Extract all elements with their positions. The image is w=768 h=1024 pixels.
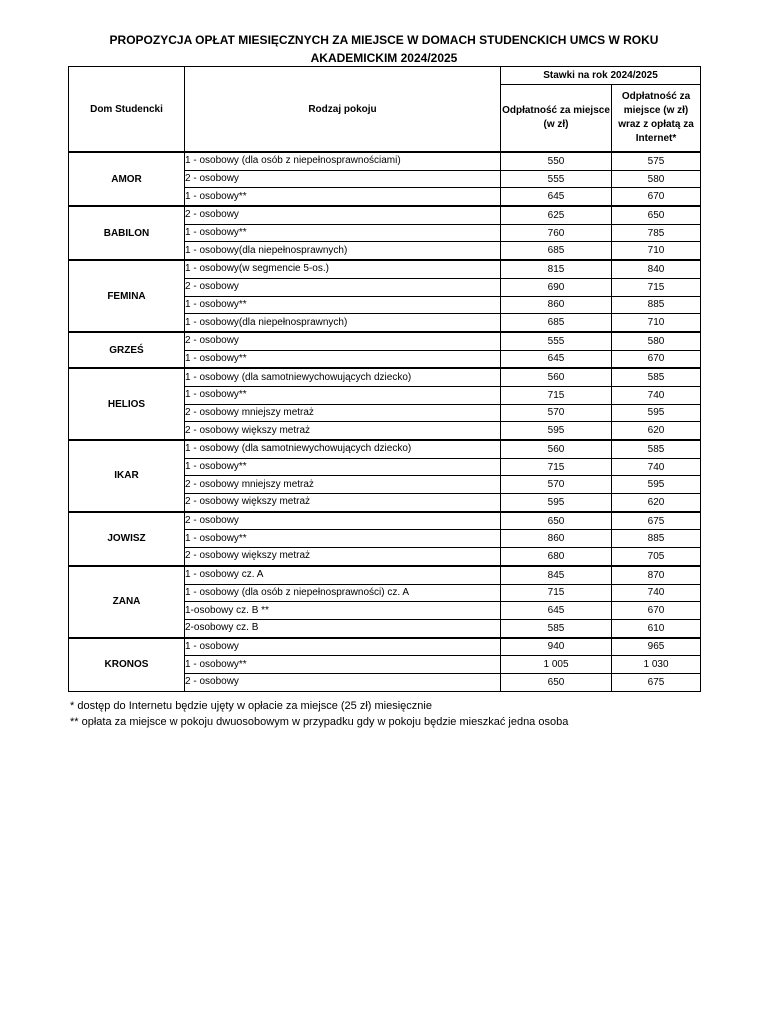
fee-cell: 645 xyxy=(501,188,612,206)
fee-cell: 650 xyxy=(501,673,612,691)
fee-with-internet-cell: 785 xyxy=(612,224,701,242)
footnotes xyxy=(70,698,710,730)
dorm-name: JOWISZ xyxy=(69,512,185,566)
fee-cell: 1 005 xyxy=(501,656,612,674)
header-rates: Stawki na rok 2024/2025 xyxy=(501,67,701,85)
fee-with-internet-cell: 675 xyxy=(612,512,701,530)
table-row xyxy=(69,440,701,458)
room-type-cell: 1 - osobowy** xyxy=(185,656,501,674)
dorm-name: FEMINA xyxy=(69,260,185,332)
fee-cell: 760 xyxy=(501,224,612,242)
room-type-cell: 1 - osobowy (dla osób z niepełnosprawności) cz. A xyxy=(185,584,501,602)
table-row xyxy=(69,332,701,350)
fee-with-internet-cell: 670 xyxy=(612,188,701,206)
fee-cell: 645 xyxy=(501,350,612,368)
fee-with-internet-cell: 670 xyxy=(612,602,701,620)
table-row xyxy=(69,512,701,530)
room-type-cell: 1 - osobowy (dla osób z niepełnosprawnościami) xyxy=(185,152,501,170)
fee-cell: 645 xyxy=(501,602,612,620)
fee-cell: 690 xyxy=(501,278,612,296)
fee-with-internet-cell: 965 xyxy=(612,638,701,656)
table-row xyxy=(69,566,701,584)
fee-cell: 585 xyxy=(501,619,612,637)
fee-with-internet-cell: 580 xyxy=(612,332,701,350)
fee-with-internet-cell: 885 xyxy=(612,296,701,314)
header-fee: Odpłatność za miejsce (w zł) xyxy=(501,85,612,153)
room-type-cell: 1 - osobowy(w segmencie 5-os.) xyxy=(185,260,501,278)
header-room-type: Rodzaj pokoju xyxy=(185,67,501,153)
fee-cell: 570 xyxy=(501,476,612,494)
title-line-2: AKADEMICKIM 2024/2025 xyxy=(310,51,458,65)
fee-cell: 555 xyxy=(501,170,612,188)
fee-cell: 685 xyxy=(501,242,612,260)
dorm-name: ZANA xyxy=(69,566,185,638)
fee-cell: 570 xyxy=(501,404,612,422)
fee-with-internet-cell: 585 xyxy=(612,440,701,458)
fee-with-internet-cell: 670 xyxy=(612,350,701,368)
fee-cell: 860 xyxy=(501,530,612,548)
fee-cell: 940 xyxy=(501,638,612,656)
fee-with-internet-cell: 705 xyxy=(612,548,701,566)
fee-cell: 560 xyxy=(501,440,612,458)
fee-cell: 555 xyxy=(501,332,612,350)
room-type-cell: 2 - osobowy xyxy=(185,170,501,188)
room-type-cell: 2 - osobowy xyxy=(185,332,501,350)
fee-with-internet-cell: 675 xyxy=(612,673,701,691)
room-type-cell: 1 - osobowy (dla samotniewychowujących dziecko) xyxy=(185,368,501,386)
fee-with-internet-cell: 710 xyxy=(612,314,701,332)
fee-with-internet-cell: 715 xyxy=(612,278,701,296)
fee-with-internet-cell: 740 xyxy=(612,584,701,602)
header-dorm: Dom Studencki xyxy=(69,67,185,153)
fee-cell: 815 xyxy=(501,260,612,278)
dorm-name: GRZEŚ xyxy=(69,332,185,368)
room-type-cell: 2 - osobowy większy metraż xyxy=(185,422,501,440)
fee-with-internet-cell: 840 xyxy=(612,260,701,278)
room-type-cell: 1 - osobowy** xyxy=(185,530,501,548)
fees-table-body xyxy=(69,152,701,691)
dorm-name: BABILON xyxy=(69,206,185,260)
room-type-cell: 1 - osobowy cz. A xyxy=(185,566,501,584)
room-type-cell: 1 - osobowy xyxy=(185,638,501,656)
fee-with-internet-cell: 595 xyxy=(612,404,701,422)
dorm-name: AMOR xyxy=(69,152,185,206)
room-type-cell: 2 - osobowy mniejszy metraż xyxy=(185,476,501,494)
footnote-1: * dostęp do Internetu będzie ujęty w opłacie za miejsce (25 zł) miesięcznie xyxy=(70,700,432,712)
table-row xyxy=(69,152,701,170)
room-type-cell: 1 - osobowy** xyxy=(185,296,501,314)
fee-with-internet-cell: 620 xyxy=(612,494,701,512)
fee-cell: 715 xyxy=(501,458,612,476)
fee-with-internet-cell: 575 xyxy=(612,152,701,170)
header-fee-with-internet: Odpłatność za miejsce (w zł) wraz z opłatą za Internet* xyxy=(612,85,701,153)
fee-with-internet-cell: 710 xyxy=(612,242,701,260)
fee-with-internet-cell: 740 xyxy=(612,386,701,404)
fee-cell: 595 xyxy=(501,494,612,512)
room-type-cell: 2 - osobowy xyxy=(185,206,501,224)
fees-table xyxy=(68,66,701,692)
table-row xyxy=(69,638,701,656)
room-type-cell: 2 - osobowy xyxy=(185,673,501,691)
fee-cell: 715 xyxy=(501,386,612,404)
room-type-cell: 1-osobowy cz. B ** xyxy=(185,602,501,620)
fee-cell: 650 xyxy=(501,512,612,530)
room-type-cell: 2 - osobowy większy metraż xyxy=(185,548,501,566)
fee-with-internet-cell: 610 xyxy=(612,619,701,637)
dorm-name: HELIOS xyxy=(69,368,185,440)
dorm-name: IKAR xyxy=(69,440,185,512)
fee-with-internet-cell: 740 xyxy=(612,458,701,476)
room-type-cell: 1 - osobowy(dla niepełnosprawnych) xyxy=(185,242,501,260)
fee-with-internet-cell: 870 xyxy=(612,566,701,584)
dorm-name: KRONOS xyxy=(69,638,185,692)
room-type-cell: 1 - osobowy** xyxy=(185,350,501,368)
room-type-cell: 2 - osobowy mniejszy metraż xyxy=(185,404,501,422)
room-type-cell: 2 - osobowy większy metraż xyxy=(185,494,501,512)
document-title xyxy=(60,31,708,67)
fee-with-internet-cell: 885 xyxy=(612,530,701,548)
fee-cell: 560 xyxy=(501,368,612,386)
room-type-cell: 1 - osobowy (dla samotniewychowujących dziecko) xyxy=(185,440,501,458)
table-row xyxy=(69,260,701,278)
fee-with-internet-cell: 595 xyxy=(612,476,701,494)
fee-cell: 685 xyxy=(501,314,612,332)
fee-with-internet-cell: 620 xyxy=(612,422,701,440)
fee-with-internet-cell: 650 xyxy=(612,206,701,224)
room-type-cell: 1 - osobowy** xyxy=(185,224,501,242)
fee-with-internet-cell: 1 030 xyxy=(612,656,701,674)
room-type-cell: 1 - osobowy** xyxy=(185,188,501,206)
fee-with-internet-cell: 580 xyxy=(612,170,701,188)
title-line-1: PROPOZYCJA OPŁAT MIESIĘCZNYCH ZA MIEJSCE W DOMACH STUDENCKICH UMCS W ROKU xyxy=(109,33,659,47)
fee-cell: 625 xyxy=(501,206,612,224)
room-type-cell: 1 - osobowy(dla niepełnosprawnych) xyxy=(185,314,501,332)
room-type-cell: 1 - osobowy** xyxy=(185,386,501,404)
fee-cell: 715 xyxy=(501,584,612,602)
table-row xyxy=(69,206,701,224)
room-type-cell: 2 - osobowy xyxy=(185,512,501,530)
room-type-cell: 2 - osobowy xyxy=(185,278,501,296)
fee-cell: 550 xyxy=(501,152,612,170)
fee-cell: 860 xyxy=(501,296,612,314)
fee-with-internet-cell: 585 xyxy=(612,368,701,386)
table-row xyxy=(69,368,701,386)
fee-cell: 845 xyxy=(501,566,612,584)
room-type-cell: 2-osobowy cz. B xyxy=(185,619,501,637)
fee-cell: 595 xyxy=(501,422,612,440)
fee-cell: 680 xyxy=(501,548,612,566)
footnote-2: ** opłata za miejsce w pokoju dwuosobowym w przypadku gdy w pokoju będzie mieszkać jedna osoba xyxy=(70,716,569,728)
room-type-cell: 1 - osobowy** xyxy=(185,458,501,476)
